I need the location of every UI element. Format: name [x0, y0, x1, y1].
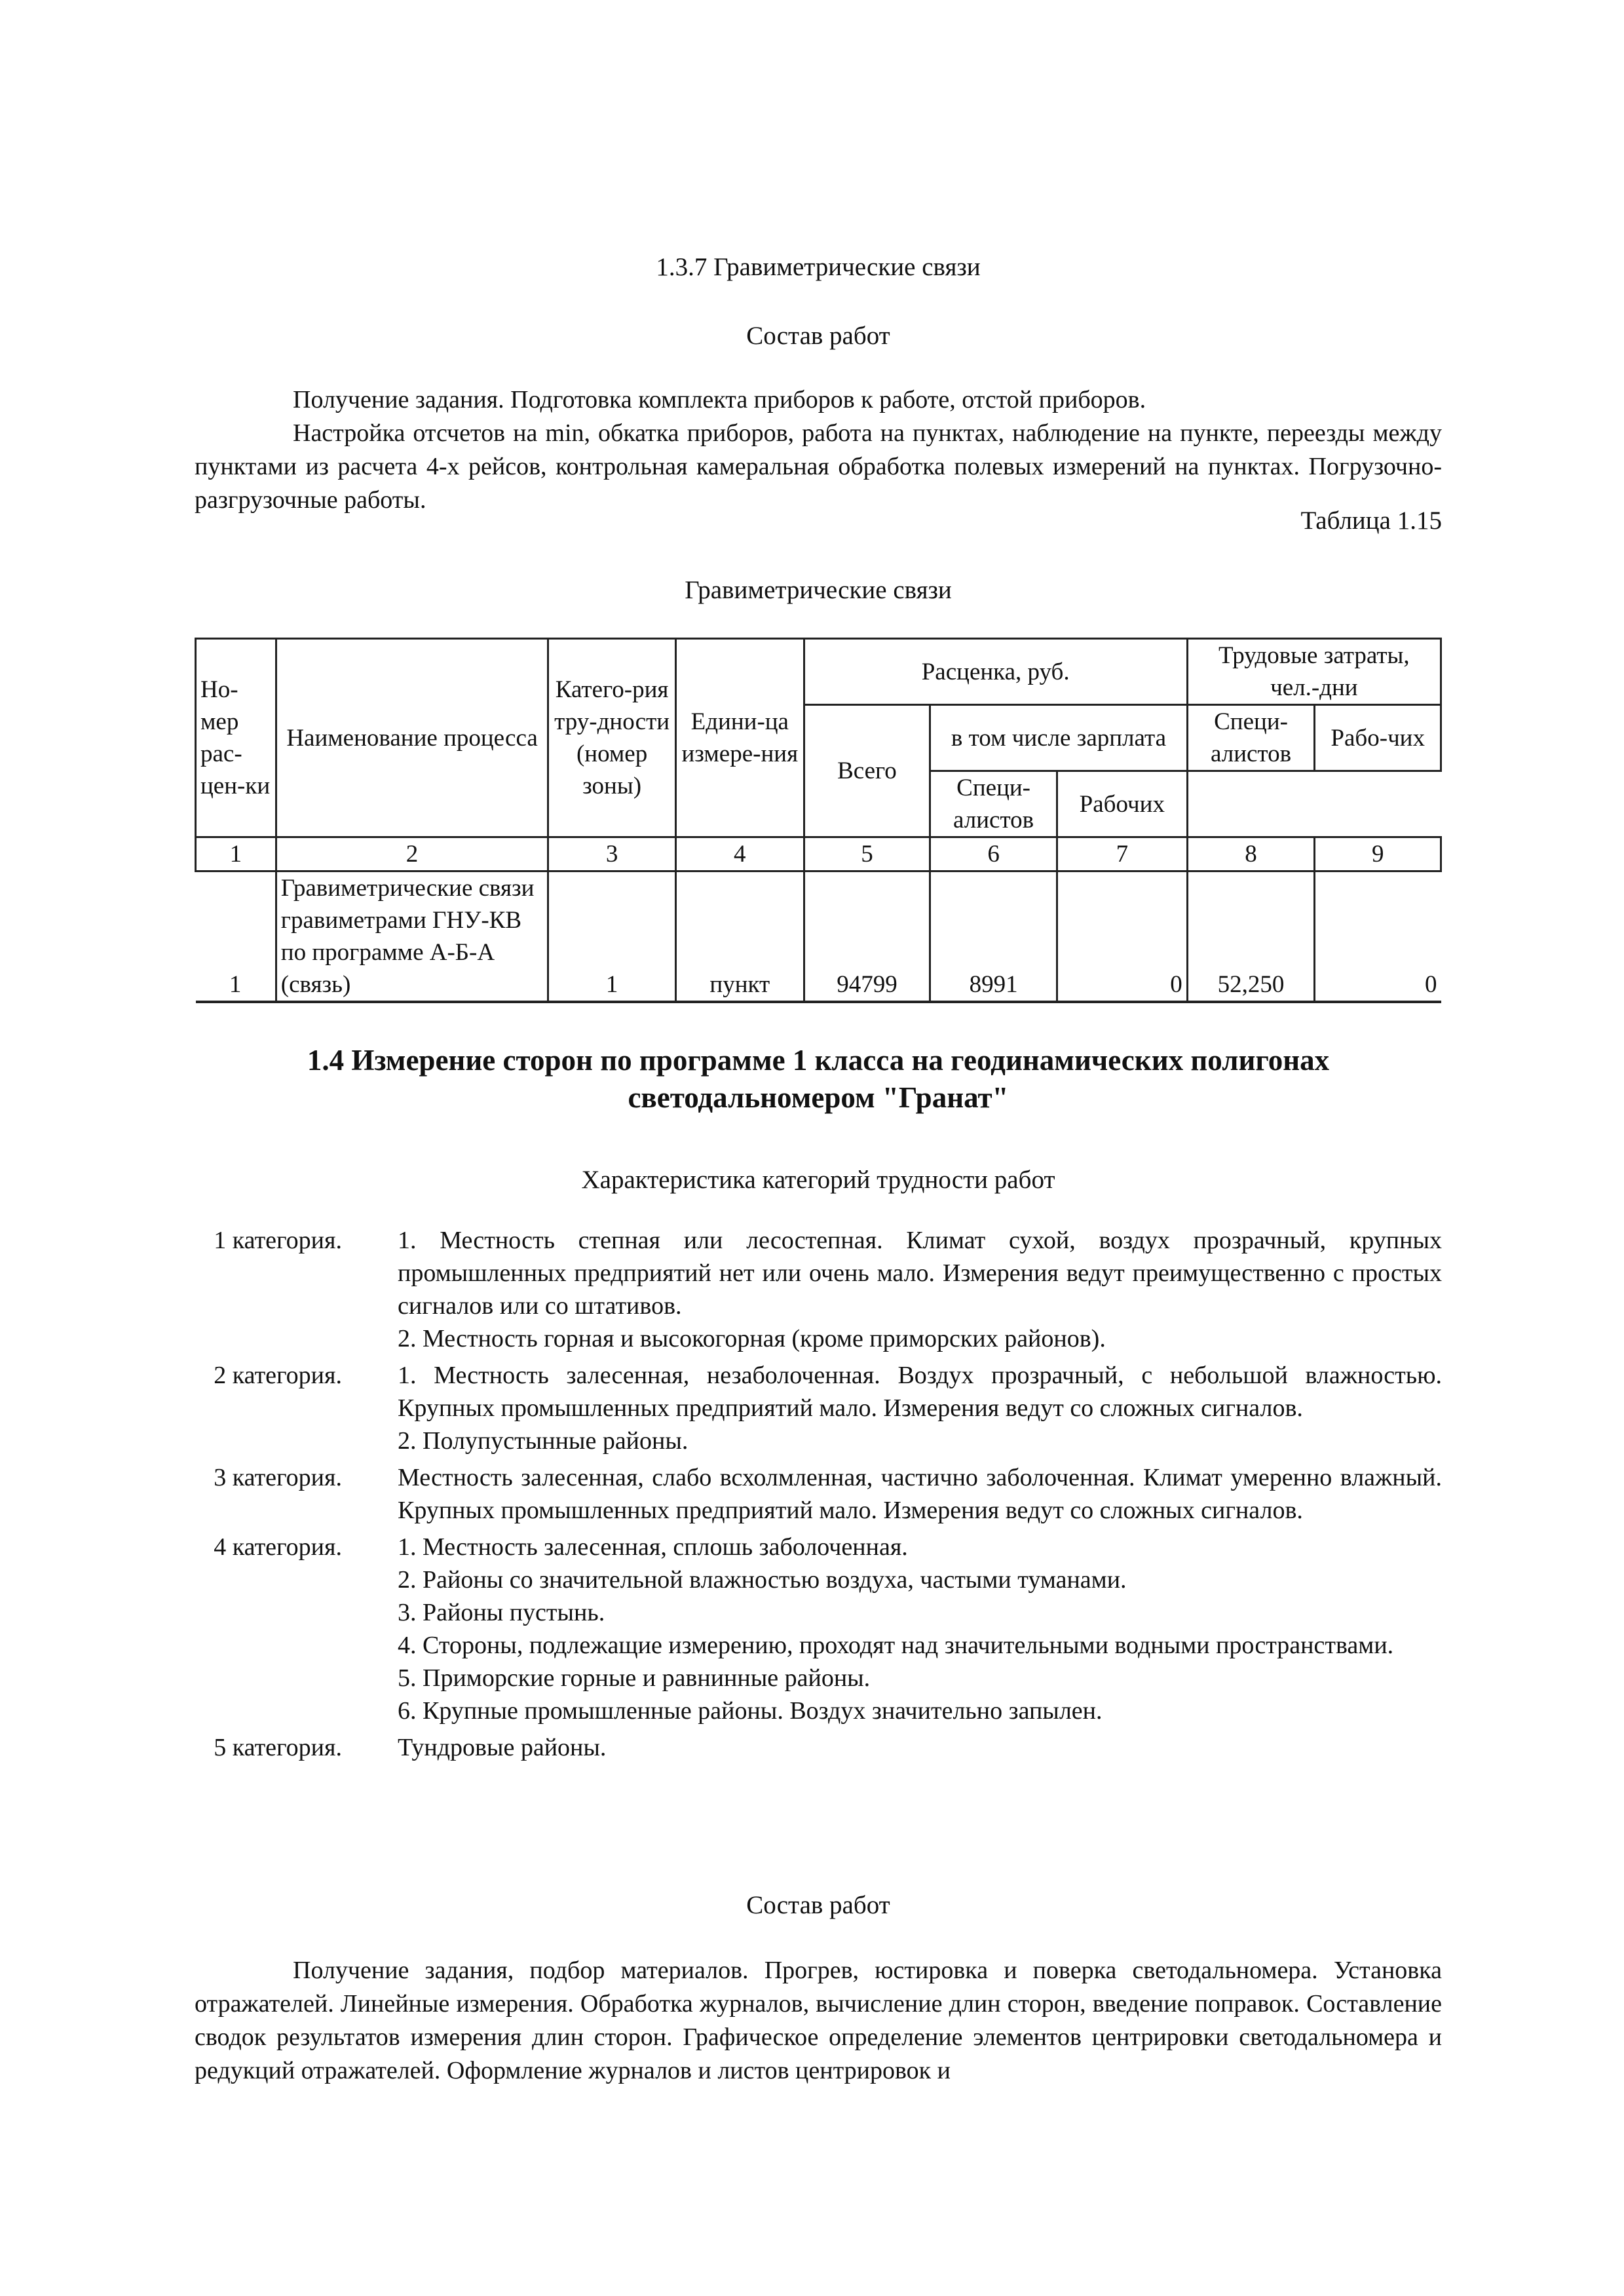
category-item: 2. Местность горная и высокогорная (кроме приморских районов).: [398, 1325, 1106, 1352]
categories-list: [195, 1224, 1442, 1764]
header-unit: Едини-ца измере-ния: [675, 639, 804, 837]
category-name: 5 категория.: [214, 1734, 342, 1761]
category-name: 2 категория.: [214, 1362, 342, 1389]
category-item: Местность залесенная, слабо всхолмленная, частично заболоченная. Климат умеренно влажный. Крупных промышленных предприятий мало. Измерения ведут со сложных сигналов.: [398, 1464, 1442, 1524]
category-item: 2. Районы со значительной влажностью воздуха, частыми туманами.: [398, 1566, 1127, 1594]
category-5: [195, 1731, 1442, 1764]
column-number: 1: [196, 837, 276, 871]
work-description: [195, 1954, 1442, 2088]
column-number: 5: [804, 837, 930, 871]
column-number: 3: [548, 837, 676, 871]
table-header-row: [196, 639, 1441, 705]
header-spacer: [1315, 771, 1441, 837]
section-subtitle: Характеристика категорий трудности работ: [581, 1166, 1055, 1194]
table-label: Таблица 1.15: [1300, 507, 1442, 535]
category-3: [195, 1461, 1442, 1527]
category-4: [195, 1531, 1442, 1727]
category-item: 3. Районы пустынь.: [398, 1599, 605, 1626]
header-total: Всего: [804, 705, 930, 837]
section-subtitle: Состав работ: [746, 322, 890, 350]
table-row: [196, 871, 1441, 1003]
category-item: 6. Крупные промышленные районы. Воздух значительно запылен.: [398, 1697, 1103, 1725]
row-workers: 0: [1057, 871, 1187, 1003]
work-description: [195, 383, 1442, 517]
category-item: 5. Приморские горные и равнинные районы.: [398, 1664, 871, 1692]
section-subtitle: Состав работ: [746, 1891, 890, 1919]
column-number: 9: [1315, 837, 1441, 871]
header-category: Катего-рия тру-дности (номер зоны): [548, 639, 676, 837]
row-unit: пункт: [675, 871, 804, 1003]
column-number: 6: [930, 837, 1057, 871]
category-name: 4 категория.: [214, 1533, 342, 1561]
category-item: Тундровые районы.: [398, 1734, 607, 1761]
row-labor-workers: 0: [1315, 871, 1441, 1003]
category-2: [195, 1359, 1442, 1457]
column-number: 7: [1057, 837, 1187, 871]
section-heading: 1.4 Измерение сторон по программе 1 класса на геодинамических полигонах светодальномером "Гранат": [307, 1044, 1330, 1114]
row-number: 1: [229, 971, 242, 998]
category-item: 1. Местность залесенная, незаболоченная. Воздух прозрачный, с небольшой влажностью. Крупных промышленных предприятий мало. Измерения ведут со сложных сигналов.: [398, 1362, 1442, 1422]
category-item: 2. Полупустынные районы.: [398, 1427, 689, 1455]
header-specialists: Специ-алистов: [930, 771, 1057, 837]
category-description: [398, 1531, 1442, 1727]
row-category: 1: [548, 871, 676, 1003]
header-spacer: [1187, 771, 1315, 837]
category-1: [195, 1224, 1442, 1355]
rates-table: [195, 638, 1442, 1003]
column-numbers-row: [196, 837, 1441, 871]
header-labor-specialists: Специ-алистов: [1187, 705, 1315, 771]
section-title: 1.3.7 Гравиметрические связи: [656, 253, 981, 281]
row-total: 94799: [804, 871, 930, 1003]
header-labor-workers: Рабо-чих: [1315, 705, 1441, 771]
column-number: 8: [1187, 837, 1315, 871]
column-number: 4: [675, 837, 804, 871]
header-rate: Расценка, руб.: [804, 639, 1187, 705]
category-item: 4. Стороны, подлежащие измерению, проходят над значительными водными пространствами.: [398, 1632, 1394, 1659]
category-name: 1 категория.: [214, 1227, 342, 1254]
header-rate-number: Но-мер рас-цен-ки: [196, 639, 276, 837]
category-item: 1. Местность залесенная, сплошь заболоченная.: [398, 1533, 908, 1561]
header-including: в том числе зарплата: [930, 705, 1187, 771]
category-item: 1. Местность степная или лесостепная. Климат сухой, воздух прозрачный, крупных промышленных предприятий нет или очень мало. Измерения ведут преимущественно с простых сигналов или со штативов.: [398, 1227, 1442, 1320]
header-process-name: Наименование процесса: [276, 639, 548, 837]
category-name: 3 категория.: [214, 1464, 342, 1491]
paragraph: Получение задания. Подготовка комплекта приборов к работе, отстой приборов.: [293, 386, 1146, 413]
table-title: Гравиметрические связи: [685, 576, 952, 604]
category-description: [398, 1461, 1442, 1527]
header-workers: Рабочих: [1057, 771, 1187, 837]
row-process-name: Гравиметрические связи гравиметрами ГНУ-КВ по программе А-Б-А (связь): [276, 871, 548, 1003]
category-description: [398, 1359, 1442, 1457]
header-labor: Трудовые затраты, чел.-дни: [1187, 639, 1441, 705]
category-description: [398, 1731, 1442, 1764]
paragraph: Получение задания, подбор материалов. Прогрев, юстировка и поверка светодальномера. Установка отражателей. Линейные измерения. Обработка журналов, вычисление длин сторон, введение поправок. Составление сводок результатов измерения длин сторон. Графическое определение элементов центрировки светодальномера и редукций отражателей. Оформление журналов и листов центрировок и: [195, 1957, 1442, 2084]
column-number: 2: [276, 837, 548, 871]
row-labor-specialists: 52,250: [1187, 871, 1315, 1003]
paragraph: Настройка отсчетов на min, обкатка приборов, работа на пунктах, наблюдение на пункте, переезды между пунктами из расчета 4-х рейсов, контрольная камеральная обработка полевых измерений на пунктах. Погрузочно-разгрузочные работы.: [195, 419, 1442, 514]
row-specialists: 8991: [930, 871, 1057, 1003]
category-description: [398, 1224, 1442, 1355]
